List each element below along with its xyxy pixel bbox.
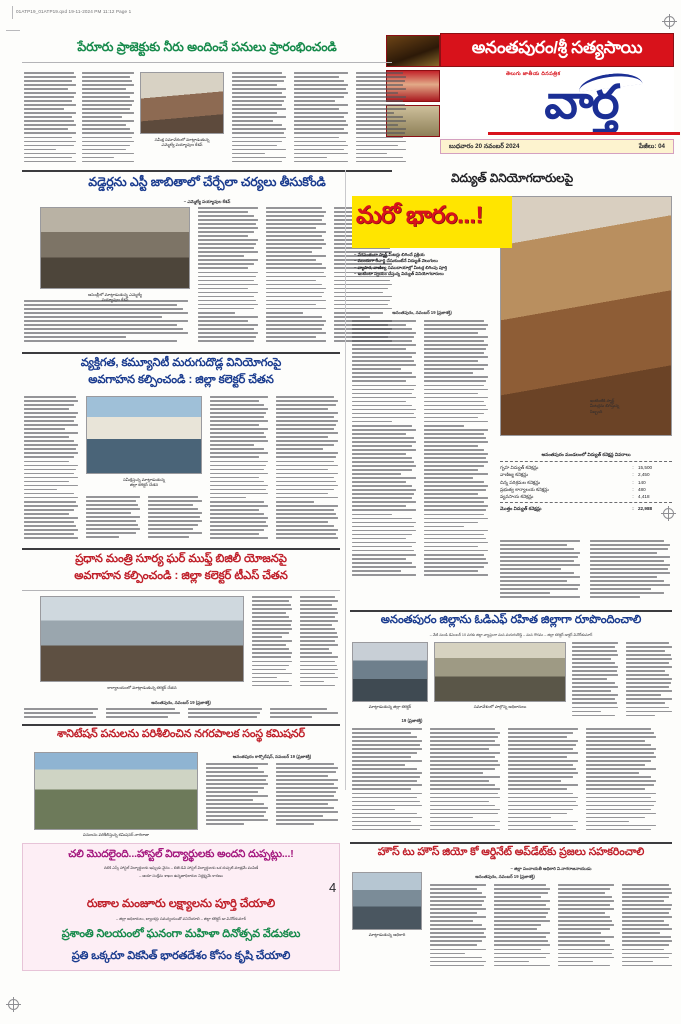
body-surya-col1 (252, 596, 292, 692)
caption-house-to-house: మాట్లాడుతున్న అధికారి (368, 932, 406, 937)
body-odf-col4 (430, 728, 500, 836)
body-sanitation-col4 (210, 396, 268, 544)
masthead-date-bar (440, 139, 674, 154)
masthead-date: బుధవారం 20 నవంబర్ 2024 (449, 142, 520, 150)
body-surya-col2 (300, 596, 338, 692)
stat-label: ప్రభుత్వ కార్యాలయ కనెక్షన్లు (500, 486, 549, 492)
byline-vaddera: – ఎమ్మెల్యే పయ్యావుల కేశవ్ (183, 199, 231, 204)
headline-peruru: పేరూరు ప్రాజెక్టుకు నీరు అందించే పనులు ప్రారంభించండి (77, 40, 337, 54)
body-h2h-col1 (430, 884, 486, 974)
stat-table (500, 452, 672, 513)
bullet-item-1: – వేగవంతంగా స్మార్ట్ మీటర్లు బిగించే ప్రక్రియ (354, 252, 425, 257)
caption-sanitation-inspect: పనులను పరిశీలిస్తున్న కమిషనర్ నాగరాజు (83, 832, 149, 837)
body-sanitation-col2 (86, 496, 140, 544)
body-sanitation-col5 (276, 396, 338, 544)
body-odf-col3 (352, 728, 422, 836)
body-vaddera-col0 (24, 300, 188, 348)
body-h2h-col3 (558, 884, 614, 974)
body-sanitation-col3 (148, 496, 202, 544)
body-odf-col2 (626, 642, 672, 722)
stat-row (500, 464, 672, 471)
crop-mark-vertical (12, 6, 13, 19)
stat-row (500, 486, 672, 493)
photo-odf-officials (434, 642, 566, 702)
headline-sanitation-awareness-line2: అవగాహన కల్పించండి : జిల్లా కలెక్టర్ చేతన (88, 374, 274, 386)
bullet-list-power-burden (354, 252, 504, 278)
headline-vaddera: వడ్డెర్లను ఎస్టీ జాబితాలో చేర్చేలా చర్యలు తీసుకోండి (88, 175, 326, 189)
registration-mark-bottom-left (8, 999, 19, 1010)
body-vaddera-col1 (198, 207, 258, 347)
headline-sanitation-awareness-line1: వ్యక్తిగత, కమ్యూనిటీ మరుగుదొడ్ల వినియోగంపై (80, 357, 282, 369)
page-number: 4 (329, 880, 337, 895)
body-surya-col6 (270, 708, 338, 722)
subhead-odf: – నేటి నుండి డిసెంబర్ 10 వరకు జిల్లా వ్యాప్తంగా మన మరుగుదొడ్డి – మన గౌరవం – జిల్లా కలెక్టర్ డాక్టర్ వినోద్‌కుమార్ (429, 633, 593, 637)
stat-value: 480 (638, 486, 646, 492)
subhead-hostel-1: నలికి ఎస్సీ హాస్టల్ విద్యార్థులకు ఇప్పుడు వైనం – బిజె డివి హాస్టల్ విద్యార్థులకు ఒక దుప్పటి మాత్రమే పంపిణీ (103, 866, 259, 870)
stat-total-value: 22,988 (638, 506, 653, 512)
stat-row (500, 493, 672, 500)
photo-house-to-house (352, 872, 422, 930)
stat-label: వ్యవసాయ కనెక్షన్లు (500, 494, 534, 499)
photo-surya-ghar-meeting (40, 596, 244, 682)
stat-label: వాణిజ్య కనెక్షన్లు (500, 472, 529, 478)
kicker-power-burden: విద్యుత్ వినియోగదారులపై (450, 171, 573, 185)
caption-sanitation-awareness: సమీక్షిస్తున్న మాట్లాడుతున్న జిల్లా కలెక్టర్ చేతన (122, 477, 166, 488)
stat-colon: : (632, 486, 634, 492)
body-power-col4 (590, 540, 670, 606)
stat-colon: : (632, 494, 634, 499)
stat-value: 4,418 (638, 494, 650, 499)
stat-value: 2,450 (638, 472, 650, 478)
banner-power-burden (352, 196, 512, 248)
headline-sanitation-inspect: శానిటేషన్ పనులను పరిశీలించిన నగరపాలక సంస్థ కమిషనర్ (57, 728, 305, 740)
body-peruru-col4 (294, 72, 348, 167)
byline-house-to-house: – జిల్లా పంచాయతీ అధికారి వి.నాగరాజనాయుడు (510, 866, 592, 871)
stat-total-label: మొత్తం విద్యుత్ కనెక్షన్లు (500, 506, 542, 512)
body-peruru-col5 (356, 72, 406, 167)
masthead-page-count: పేజీలు: 04 (638, 142, 665, 150)
headline-loans: రుణాల మంజూరు లక్ష్యాలను పూర్తి చేయాలి (86, 898, 276, 910)
masthead-underline (488, 132, 680, 135)
stat-row (500, 471, 672, 478)
body-peruru-col2 (82, 72, 134, 167)
body-peruru-col3 (232, 72, 286, 167)
bullet-item-4: – ఇంటింటా స్వయం చేస్తున్న విద్యుత్ వినియోగదారులు (354, 271, 444, 277)
body-power-col2 (424, 320, 488, 586)
bullet-item-2: – ముందుగా రీచార్జి చేసుకుంటేనే విద్యుత్ వెలుగులు (354, 258, 438, 264)
stat-label: గృహ విద్యుత్ కనెక్షన్లు (500, 465, 539, 470)
photo-peruru-meeting (140, 72, 224, 134)
stat-colon: : (632, 479, 634, 485)
headline-hostel: చలి మొదలైంది...హాస్టల్ విద్యార్థులకు అందని దుప్పట్లు...! (68, 848, 294, 860)
body-power-col1 (352, 320, 416, 586)
body-odf-col1 (572, 642, 618, 722)
headline-surya-ghar-line1: ప్రధాన మంత్రి సూర్య ఘర్ ముఫ్త్ బిజిలీ యోజనపై (75, 553, 287, 565)
body-h2h-col2 (494, 884, 550, 974)
masthead-edition-banner (440, 33, 674, 67)
body-inspect-col1 (206, 763, 268, 833)
bullet-item-3: – వ్యాపార, వాణిజ్య సముదాయాల్లో మీటర్ల బిగింపు పూర్తి (354, 264, 447, 270)
body-peruru-col1 (24, 72, 76, 167)
headline-surya-ghar-line2: అవగాహన కల్పించండి : జిల్లా కలెక్టర్ టీఎస్ చేతన (74, 570, 288, 582)
caption-surya-ghar: కార్యాలయంలో మాట్లాడుతున్న కలెక్టర్ చేతన (107, 685, 177, 690)
stat-value: 140 (638, 479, 646, 485)
headline-viksit: ప్రతి ఒక్కరూ వికసిత్ భారతదేశం కోసం కృషి చేయాలి (71, 950, 291, 962)
photo-collector-meeting (86, 396, 202, 474)
body-surya-col5 (188, 708, 262, 722)
stat-colon: : (632, 465, 634, 470)
masthead-temple-photo (386, 35, 440, 67)
body-power-col3 (500, 540, 580, 606)
subhead-loans: – జిల్లా అధికారులు, బ్యాంకర్లు సమన్వయంతో పనిచేయాలి – జిల్లా కలెక్టర్ డా.వినోద్‌కుమార్ (116, 917, 246, 921)
dateline-surya-ghar: అనంతపురం, నవంబర్ 19 (ప్రజాశక్తి) (151, 700, 211, 705)
body-odf-col5 (508, 728, 578, 836)
body-odf-col6 (586, 728, 656, 836)
masthead-edition-text: అనంతపురం/శ్రీ సత్యసాయి (471, 38, 643, 57)
registration-mark-top-right (664, 16, 675, 27)
subhead-hostel-2: – ఆయా సంక్షేమ శాఖల ఉన్నతాధికారుల నిర్లక్ష్యమే కారణం (139, 874, 223, 878)
caption-smart-meter: ఇంటింటికి స్మార్ట్ మీటర్లను బిగిస్తున్న సిబ్బంది (590, 398, 620, 414)
dateline-odf: 19 (ప్రజాశక్తి) (401, 718, 423, 723)
stat-colon: : (632, 506, 634, 512)
stat-label: చిన్న పరిశ్రమల కనెక్షన్లు (500, 479, 541, 485)
stat-row (500, 479, 672, 486)
body-vaddera-col2 (266, 207, 326, 347)
stat-table-title: అనంతపురం మండలంలో విద్యుత్ కనెక్షన్ల వివరాలు (541, 452, 631, 457)
body-inspect-col2 (276, 763, 338, 833)
print-metadata: 01ATP19_01ATP19.qxd 19-11-2024 PM 11:12 Page 1 (16, 9, 132, 14)
masthead-logo: వార్త (544, 75, 618, 128)
dateline-house-to-house: అనంతపురం, నవంబర్ 19 (ప్రజాశక్తి) (475, 874, 535, 879)
photo-sanitation-inspect (34, 752, 198, 830)
stat-value: 15,500 (638, 465, 653, 470)
caption-odf-left: మాట్లాడుతున్న జిల్లా కలెక్టర్ (368, 704, 412, 709)
headline-prashanti: ప్రశాంతి నిలయంలో ఘనంగా మహిళా దినోత్సవ వేడుకలు (61, 928, 301, 940)
body-h2h-col4 (622, 884, 672, 974)
dateline-sanitation-inspect: అనంతపురం కార్పొరేషన్, నవంబర్ 19 (ప్రజాశక్తి) (232, 754, 312, 759)
stat-colon: : (632, 472, 634, 478)
masthead (416, 33, 674, 169)
dateline-power-burden: అనంతపురం, నవంబర్ 19 (ప్రజాశక్తి) (392, 310, 452, 315)
masthead-tagline: తెలుగు జాతీయ దినపత్రిక (506, 71, 561, 77)
caption-vaddera: అసెంబ్లీలో మాట్లాడుతున్న ఎమ్మెల్యే (87, 292, 143, 297)
photo-assembly (40, 207, 190, 289)
masthead-logo-area (440, 68, 674, 136)
caption-peruru: సమీక్ష సమావేశంలో మాట్లాడుతున్న ఎమ్మెల్యే పయ్యావుల కేశవ్ (154, 137, 210, 148)
crop-mark-horizontal (6, 30, 20, 31)
photo-odf-collector (352, 642, 428, 702)
body-surya-col4 (106, 708, 180, 722)
body-surya-col3 (24, 708, 98, 722)
stat-row-total (500, 505, 672, 512)
headline-odf: అనంతపురం జిల్లాను ఓడిఎఫ్ రహిత జిల్లాగా రూపొందించాలి (380, 614, 642, 626)
headline-house-to-house: హౌస్ టు హౌస్ జియో కో ఆర్డినేట్ అప్‌డేట్‌కు ప్రజలు సహకరించాలి (377, 846, 645, 858)
body-sanitation-col1 (24, 396, 78, 544)
caption-odf-right: సమావేశంలో పాల్గొన్న అధికారులు (473, 704, 527, 709)
headline-power-burden: మరో భారం...! (356, 202, 483, 229)
